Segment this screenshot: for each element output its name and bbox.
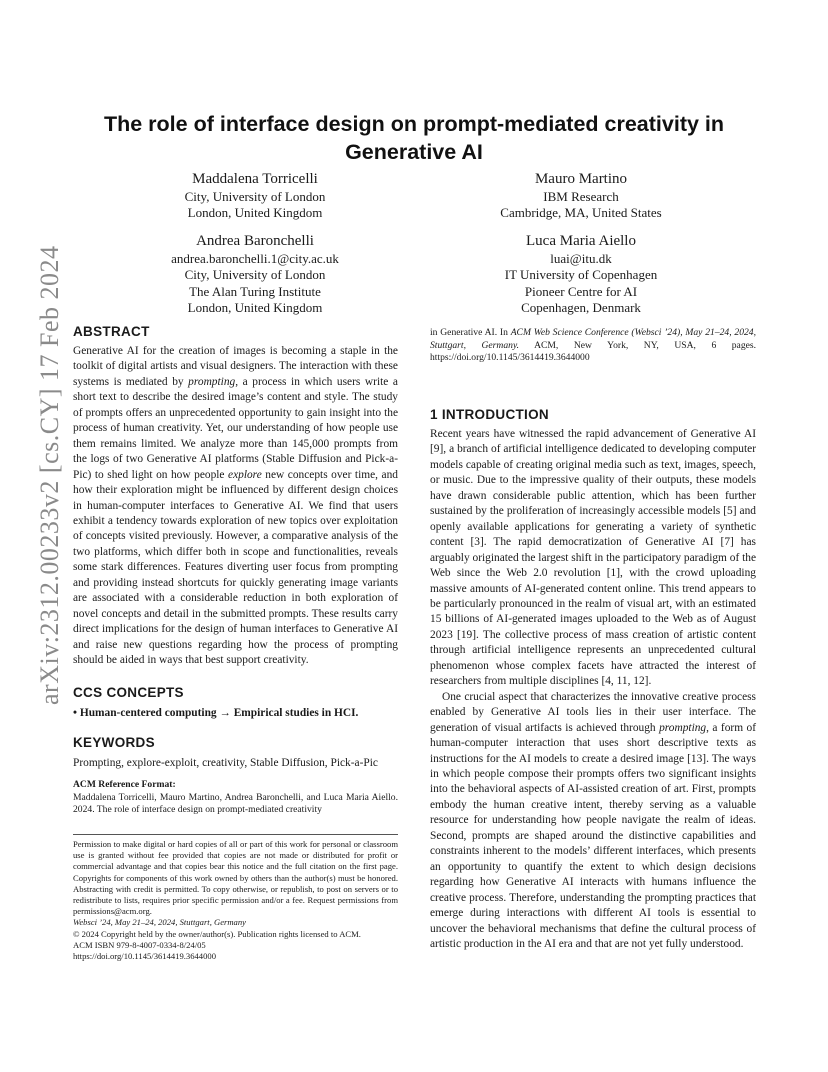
acm-reference xyxy=(73,779,398,817)
author-name: Andrea Baronchelli xyxy=(196,233,314,249)
acm-ref-text: Maddalena Torricelli, Mauro Martino, Andrea Baronchelli, and Luca Maria Aiello. 2024. The role of interface design on prompt-mediated creativity xyxy=(73,791,398,816)
ccs-heading: CCS CONCEPTS xyxy=(73,685,184,700)
author-location: London, United Kingdom xyxy=(187,300,323,316)
author-block-2 xyxy=(456,170,706,222)
acm-ref-heading: ACM Reference Format: xyxy=(73,779,176,790)
footnote-rule xyxy=(73,834,398,835)
author-name: Maddalena Torricelli xyxy=(192,171,318,187)
author-affiliation: IT University of Copenhagen xyxy=(504,267,658,283)
abstract-heading: ABSTRACT xyxy=(73,324,150,339)
copyright-line: © 2024 Copyright held by the owner/author(s). Publication rights licensed to ACM. xyxy=(73,928,361,939)
keywords-heading: KEYWORDS xyxy=(73,735,155,750)
ccs-text: • Human-centered computing → Empirical studies in HCI. xyxy=(73,707,359,719)
author-block-4 xyxy=(456,232,706,317)
author-block-1 xyxy=(130,170,380,222)
author-email: luai@itu.dk xyxy=(550,251,612,266)
introduction-heading: 1 INTRODUCTION xyxy=(430,407,549,422)
permission-text: Permission to make digital or hard copies of all or part of this work for personal or classroom use is granted without fee provided that copies are not made or distributed for profit or commercial advantage and that copies bear this notice and the full citation on the first page. Copyrights for components of this work owned by others than the author(s) must be honored. Abstracting with credit is permitted. To copy otherwise, or republish, to post on servers or to redistribute to lists, requires prior specific permission and/or a fee. Request permissions from permissions@acm.org. xyxy=(73,839,398,917)
author-location: London, United Kingdom xyxy=(187,205,323,221)
permission-block xyxy=(73,839,398,962)
arxiv-identifier: arXiv:2312.00233v2 [cs.CY] 17 Feb 2024 xyxy=(35,245,64,705)
introduction-body xyxy=(430,427,756,952)
introduction-section xyxy=(430,407,756,952)
venue-line: Websci ’24, May 21–24, 2024, Stuttgart, Germany xyxy=(73,917,246,928)
title-line-1: The role of interface design on prompt-mediated creativity in xyxy=(103,112,725,136)
isbn-line: ACM ISBN 979-8-4007-0334-8/24/05 xyxy=(73,939,206,950)
author-affiliation: The Alan Turing Institute xyxy=(189,283,321,299)
paper-title xyxy=(60,110,768,166)
intro-paragraph-2: One crucial aspect that characterizes the innovative creative process enabled by Generative AI tools lies in their user interface. The generation of visual artifacts is achieved through prompting, a form of human-computer interaction that uses short descriptive texts as instructions for the AI models to create a desired image [13]. The ways in which people compose their prompts offers two significant insights into the behavioral aspects of AI-assisted creation of art. First, prompts embody the human creative intent, thereby serving as a valuable resource for understanding how people navigate the realm of ideas. Second, prompts are shaped around the distinctive capabilities and constraints inherent to the models’ different interfaces, which presents an opportunity to quantify the extent to which design decisions regarding how Generative AI interacts with humans influence the creative process. Therefore, understanding the prompting practices that emerge during interactions with different AI tools is essential to uncover the behavioral mechanisms that define the cultural process of artistic production in the AI era and that are not yet fully understood. xyxy=(430,690,756,950)
author-affiliation: City, University of London xyxy=(184,189,326,204)
doi-line: https://doi.org/10.1145/3614419.3644000 xyxy=(73,951,216,962)
intro-paragraph-1: Recent years have witnessed the rapid advancement of Generative AI [9], a branch of artificial intelligence dedicated to developing computer models capable of creating original media such as text, images, speech, or music. Due to the impressive quality of their outputs, these models have drawn considerable public attention, which has been further sustained by the proliferation of increasingly accessible models [5] and openly available applications for generating a variety of synthetic content [3]. The rapid democratization of Generative AI [7] has arguably originated the largest shift in the participatory paradigm of the Web since the Web 2.0 revolution [1], with the crowd uploading massive amounts of AI-generated content online. This trend appears to be particularly pronounced in the realm of visual art, with an estimated 15 billions of AI-generated images uploaded to the Web as of August 2023 [19]. The collective process of mass creation of artistic content through artificial intelligence represents an unprecedented cultural phenomenon whose complex facets have attracted the interest of researchers from multiple disciplines [4, 11, 12]. xyxy=(430,428,757,688)
title-line-2: Generative AI xyxy=(345,140,483,164)
ccs-section xyxy=(73,685,398,721)
author-location: Copenhagen, Denmark xyxy=(521,300,641,316)
author-affiliation: IBM Research xyxy=(543,189,619,204)
abstract-text: Generative AI for the creation of images is becoming a staple in the toolkit of digital artists and visual designers. The interaction with these systems is mediated by prompting, a process in which users write a short text to describe the desired image’s content and style. The study of prompts offers an unprecedented opportunity to gain insight into the process of human creativity. Yet, our understanding of how people use them remains limited. We analyze more than 145,000 prompts from the logs of two Generative AI platforms (Stable Diffusion and Pick-a-Pic) to shed light on how people explore new concepts over time, and how their exploration might be influenced by different design choices in human-computer interfaces to Generative AI. We find that users exhibit a tendency towards exploration of new topics over exploitation of concepts visited previously. However, a comparative analysis of the two platforms, which differ both in scope and functionalities, reveals some stark differences. Features diverting user focus from prompting and providing instead shortcuts for quickly generating image variants are associated with a considerable reduction in both exploration of novel concepts and detail in the submitted prompts. These results carry direct implications for the design of human interfaces to Generative AI and raise new questions regarding how the process of prompting should be aided in ways that best support creativity. xyxy=(73,345,398,667)
author-block-3 xyxy=(130,232,380,317)
keywords-text: Prompting, explore-exploit, creativity, Stable Diffusion, Pick-a-Pic xyxy=(73,757,378,769)
author-affiliation: Pioneer Centre for AI xyxy=(524,283,638,299)
author-name: Luca Maria Aiello xyxy=(526,233,636,249)
author-affiliation: City, University of London xyxy=(184,267,326,283)
author-email: andrea.baronchelli.1@city.ac.uk xyxy=(171,251,339,266)
author-location: Cambridge, MA, United States xyxy=(500,205,662,221)
acm-reference-continued: in Generative AI. In ACM Web Science Conference (Websci ’24), May 21–24, 2024, Stuttgart, Germany. ACM, New York, NY, USA, 6 pages. https://doi.org/10.1145/3614419.3644000 xyxy=(430,327,757,364)
author-name: Mauro Martino xyxy=(534,171,628,187)
keywords-section xyxy=(73,735,398,771)
abstract-section xyxy=(73,324,398,669)
